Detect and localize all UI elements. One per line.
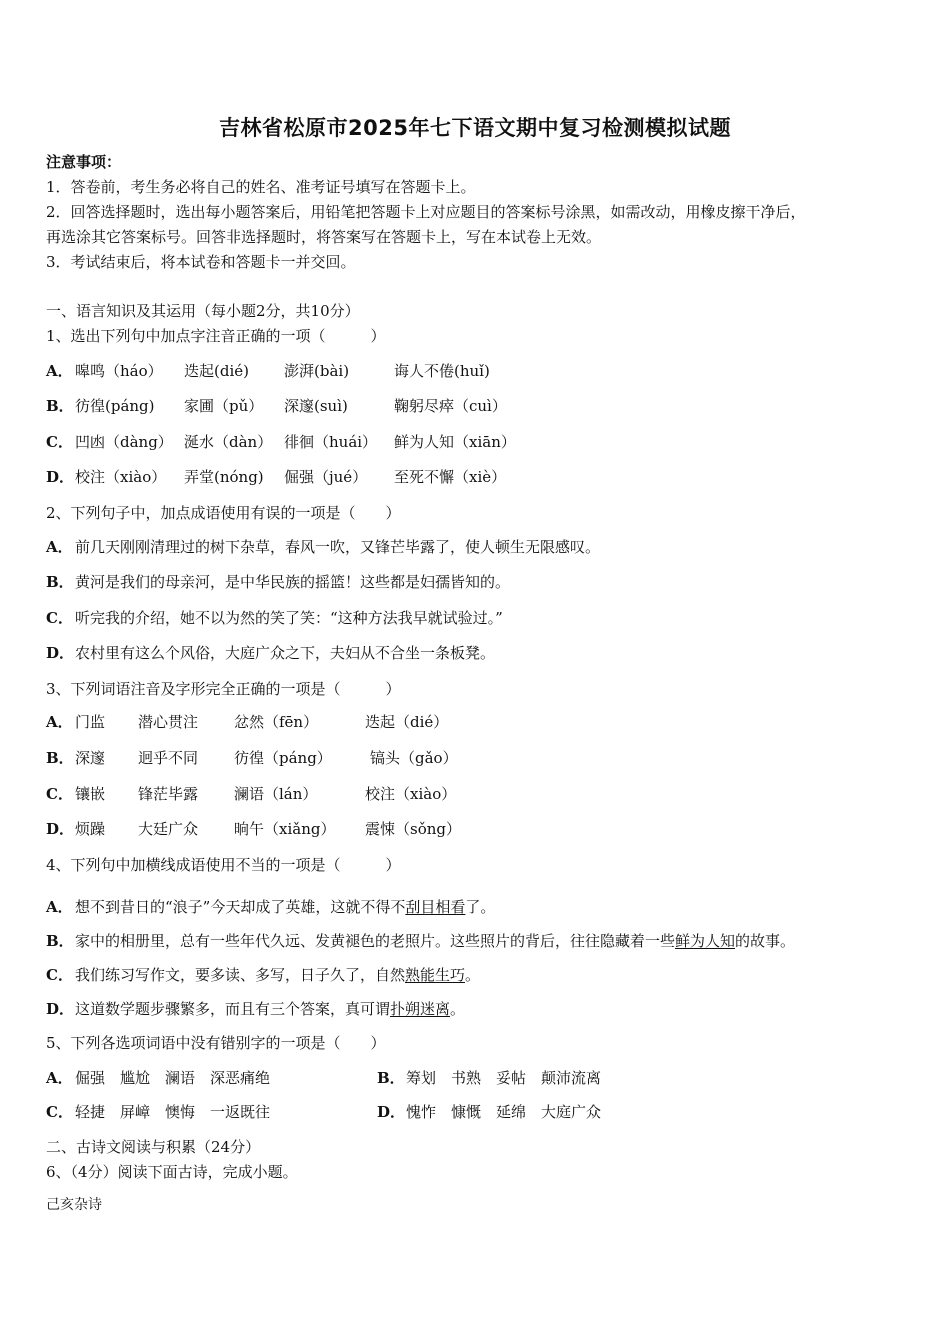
word: 迥乎不同 bbox=[138, 749, 199, 767]
word: 校注（xiào） bbox=[75, 468, 167, 486]
underlined-idiom: 熟能生巧 bbox=[405, 966, 466, 984]
option-label: A． bbox=[46, 713, 73, 731]
option-label: A． bbox=[46, 538, 73, 556]
word: 门监 bbox=[75, 713, 106, 731]
word: 诲人不倦(huǐ) bbox=[394, 362, 490, 380]
word: 潜心贯注 bbox=[138, 713, 199, 731]
option-label: C． bbox=[46, 609, 73, 627]
option-text: 这道数学题步骤繁多，而且有三个答案，真可谓 bbox=[75, 1000, 391, 1018]
option-label: D． bbox=[377, 1103, 406, 1121]
option-text: 筹划 书熟 妥帖 颠沛流离 bbox=[406, 1069, 602, 1087]
q5-stem: 5、下列各选项词语中没有错别字的一项是（ ） bbox=[46, 1034, 386, 1052]
word: 至死不懈（xiè） bbox=[394, 468, 507, 486]
option-text: 听完我的介绍，她不以为然的笑了笑：“这种方法我早就试验过。” bbox=[75, 609, 503, 627]
option-text: 。 bbox=[450, 1000, 466, 1018]
option-label: C． bbox=[46, 433, 73, 451]
word: 深邃 bbox=[75, 749, 106, 767]
word: 迭起(dié) bbox=[184, 362, 249, 380]
underlined-idiom: 刮目相看 bbox=[405, 898, 466, 916]
q3-stem: 3、下列词语注音及字形完全正确的一项是（ ） bbox=[46, 680, 401, 698]
option-label: B． bbox=[46, 573, 74, 591]
underlined-idiom: 扑朔迷离 bbox=[390, 1000, 451, 1018]
option-text: 农村里有这么个风俗，大庭广众之下，夫妇从不合坐一条板凳。 bbox=[75, 644, 496, 662]
option-label: A． bbox=[46, 1069, 73, 1087]
word: 家圃（pǔ） bbox=[184, 397, 264, 415]
word: 鞠躬尽瘁（cuì） bbox=[394, 397, 507, 415]
word: 彷徨(páng) bbox=[75, 397, 155, 415]
notice-heading: 注意事项： bbox=[46, 153, 122, 171]
q5-option-d bbox=[377, 1102, 601, 1122]
option-label: D． bbox=[46, 1000, 75, 1018]
notice-item: 再选涂其它答案标号。回答非选择题时，将答案写在答题卡上，写在本试卷上无效。 bbox=[46, 228, 602, 246]
option-text: 愧怍 慷慨 延绵 大庭广众 bbox=[406, 1103, 602, 1121]
option-text: 的故事。 bbox=[735, 932, 796, 950]
option-text: 倔强 尴尬 澜语 深恶痛绝 bbox=[75, 1069, 271, 1087]
option-label: B． bbox=[377, 1069, 405, 1087]
q2-option-a bbox=[46, 537, 600, 557]
word: 鲜为人知（xiān） bbox=[394, 433, 516, 451]
option-text: 。 bbox=[465, 966, 481, 984]
q5-option-b bbox=[377, 1068, 601, 1088]
word: 弄堂(nóng) bbox=[184, 468, 264, 486]
word: 倔强（jué） bbox=[284, 468, 368, 486]
notice-item: 3．考试结束后，将本试卷和答题卡一并交回。 bbox=[46, 253, 356, 271]
q2-stem: 2、下列句子中，加点成语使用有误的一项是（ ） bbox=[46, 504, 401, 522]
option-text: 我们练习写作文，要多读、多写，日子久了，自然 bbox=[75, 966, 406, 984]
q4-option-c bbox=[46, 965, 480, 985]
word: 彷徨（páng） bbox=[234, 749, 332, 767]
q4-stem: 4、下列句中加横线成语使用不当的一项是（ ） bbox=[46, 856, 401, 874]
notice-item: 2．回答选择题时，选出每小题答案后，用铅笔把答题卡上对应题目的答案标号涂黑，如需改动，用橡皮擦干净后， bbox=[46, 203, 806, 221]
word: 震悚（sǒng） bbox=[365, 820, 461, 838]
section1-heading: 一、语言知识及其运用（每小题2分，共10分） bbox=[46, 302, 360, 320]
option-label: B． bbox=[46, 749, 74, 767]
option-text: 想不到昔日的“浪子”今天却成了英雄，这就不得不 bbox=[75, 898, 406, 916]
word: 校注（xiào） bbox=[365, 785, 457, 803]
option-label: B． bbox=[46, 397, 74, 415]
word: 深邃(suì) bbox=[284, 397, 348, 415]
page-title: 吉林省松原市2025年七下语文期中复习检测模拟试题 bbox=[219, 116, 731, 140]
option-label: D． bbox=[46, 644, 75, 662]
word: 锋茫毕露 bbox=[138, 785, 199, 803]
option-text: 家中的相册里，总有一些年代久远、发黄褪色的老照片。这些照片的背后，往往隐藏着一些 bbox=[75, 932, 676, 950]
option-text: 黄河是我们的母亲河，是中华民族的摇篮！这些都是妇孺皆知的。 bbox=[75, 573, 511, 591]
option-label: C． bbox=[46, 1103, 73, 1121]
q2-option-d bbox=[46, 643, 495, 663]
option-label: C． bbox=[46, 966, 73, 984]
poem-title: 己亥杂诗 bbox=[46, 1197, 102, 1213]
q1-stem: 1、选出下列句中加点字注音正确的一项（ ） bbox=[46, 327, 386, 345]
q2-option-c bbox=[46, 608, 503, 628]
q4-option-d bbox=[46, 999, 465, 1019]
word: 迭起（dié） bbox=[365, 713, 449, 731]
option-label: A． bbox=[46, 898, 73, 916]
q4-option-a bbox=[46, 897, 495, 917]
option-label: B． bbox=[46, 932, 74, 950]
word: 嗥鸣（háo） bbox=[75, 362, 163, 380]
word: 烦躁 bbox=[75, 820, 106, 838]
option-text: 前几天刚刚清理过的树下杂草，春风一吹，又锋芒毕露了，使人顿生无限感叹。 bbox=[75, 538, 601, 556]
q5-option-c bbox=[46, 1102, 270, 1122]
option-label: D． bbox=[46, 468, 75, 486]
word: 凹凼（dàng） bbox=[75, 433, 173, 451]
q6-stem: 6、（4分）阅读下面古诗，完成小题。 bbox=[46, 1163, 298, 1181]
word: 大廷广众 bbox=[138, 820, 199, 838]
word: 镶嵌 bbox=[75, 785, 106, 803]
word: 澜语（lán） bbox=[234, 785, 318, 803]
section2-heading: 二、古诗文阅读与积累（24分） bbox=[46, 1138, 261, 1156]
word: 忿然（fēn） bbox=[234, 713, 319, 731]
word: 晌午（xiǎng） bbox=[234, 820, 336, 838]
q2-option-b bbox=[46, 572, 510, 592]
word: 徘徊（huái） bbox=[284, 433, 378, 451]
option-text: 了。 bbox=[465, 898, 496, 916]
q5-option-a bbox=[46, 1068, 270, 1088]
notice-item: 1．答卷前，考生务必将自己的姓名、准考证号填写在答题卡上。 bbox=[46, 178, 476, 196]
word: 镐头（gǎo） bbox=[370, 749, 458, 767]
word: 澎湃(bài) bbox=[284, 362, 350, 380]
option-label: A． bbox=[46, 362, 73, 380]
word: 涎水（dàn） bbox=[184, 433, 273, 451]
option-label: D． bbox=[46, 820, 75, 838]
q4-option-b bbox=[46, 931, 795, 951]
underlined-idiom: 鲜为人知 bbox=[675, 932, 736, 950]
option-label: C． bbox=[46, 785, 73, 803]
option-text: 轻捷 屏嶂 懊悔 一返既往 bbox=[75, 1103, 271, 1121]
